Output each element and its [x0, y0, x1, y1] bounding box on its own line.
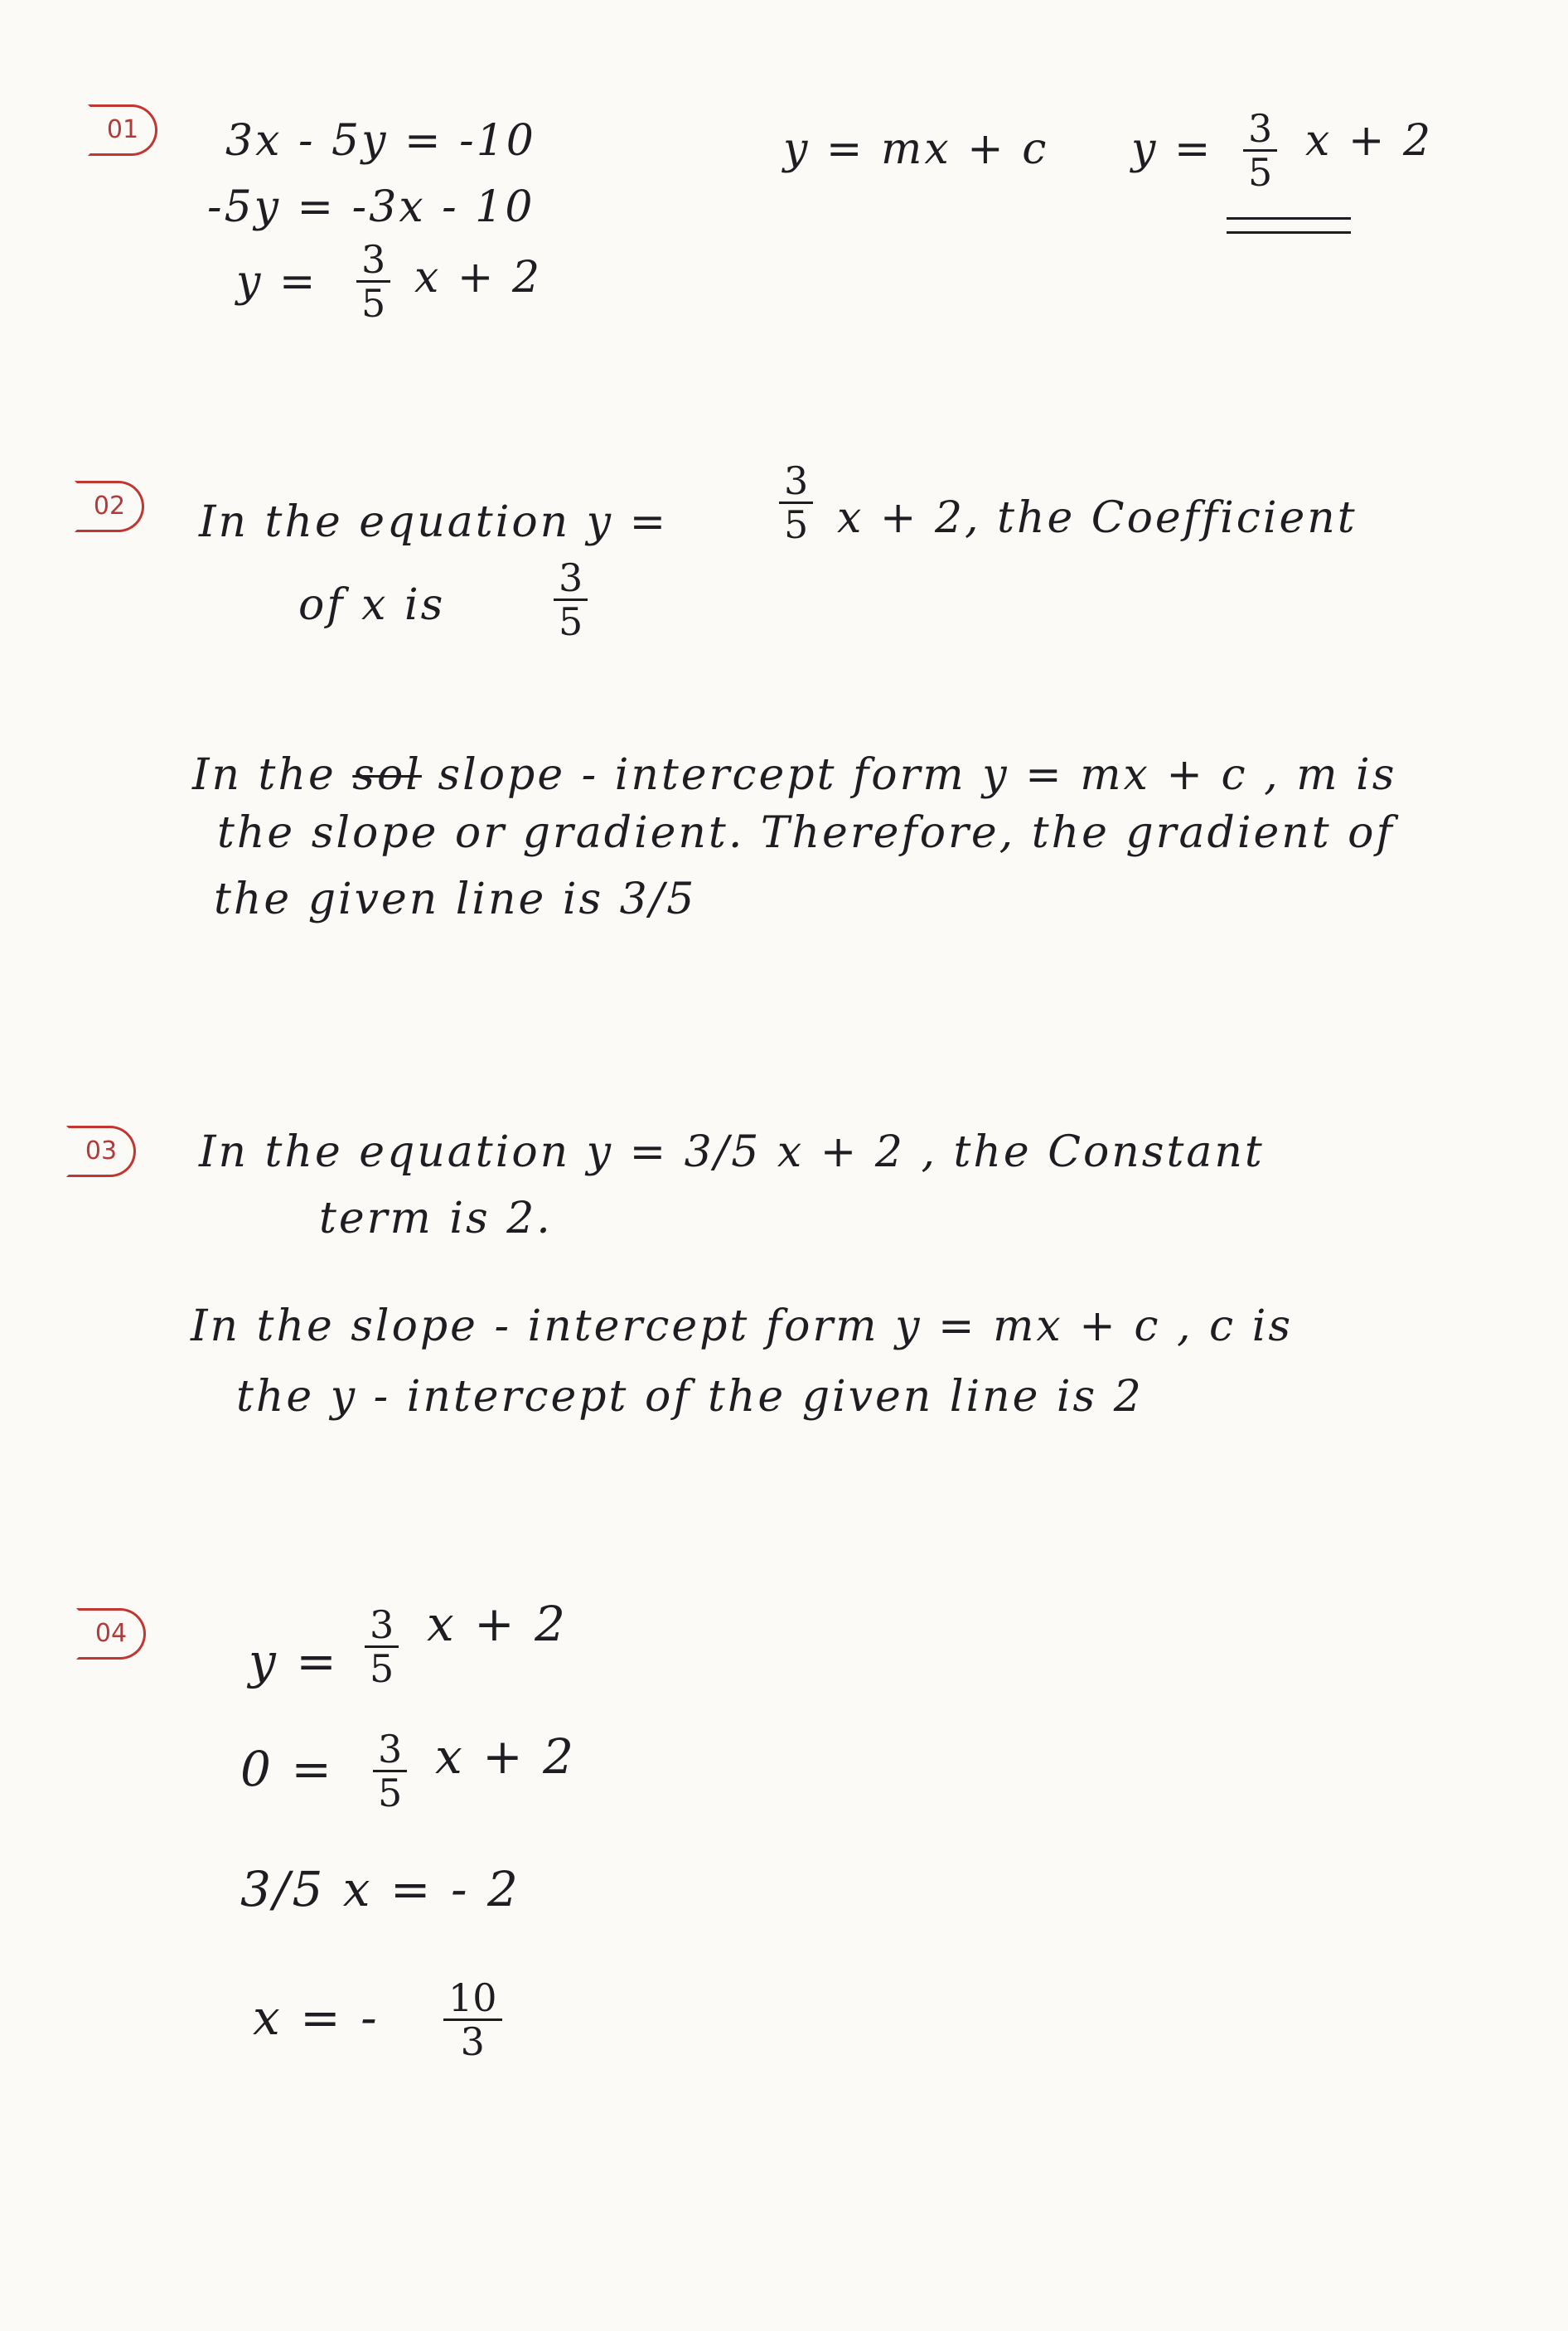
- q2-para-line-1-post: slope - intercept form y = mx + c , m is: [438, 750, 1397, 800]
- q1-answer-double-underline: [1227, 217, 1351, 234]
- q1-line-3-fraction: [356, 239, 390, 324]
- q1-line-3-lhs: y =: [236, 257, 318, 307]
- q1-answer-fraction: [1243, 108, 1277, 193]
- q4-step-4-fraction: [443, 1977, 502, 2062]
- q2-para-line-1-pre: In the: [192, 750, 336, 800]
- q1-frac-denominator: 5: [361, 281, 386, 326]
- q2-frac-numerator: 3: [779, 460, 813, 504]
- q4-step-4-numerator: 10: [443, 1977, 502, 2021]
- q1-frac-numerator: 3: [356, 239, 390, 283]
- q4-step-2-lhs: 0 =: [240, 1741, 334, 1797]
- q4-step-4-denominator: 3: [460, 2019, 485, 2064]
- q2-line-2: of x is: [298, 580, 446, 630]
- q2-para-strike: sol: [352, 750, 422, 800]
- q2-line-1-fraction: [779, 460, 813, 545]
- q4-step-2-numerator: 3: [373, 1728, 407, 1772]
- q2-line-2-fraction: [554, 557, 588, 642]
- q4-step-1-numerator: 3: [365, 1604, 399, 1648]
- q1-answer-lhs: y =: [1131, 124, 1213, 174]
- q1-answer-frac-denominator: 5: [1248, 150, 1273, 195]
- q3-para-line-1: In the slope - intercept form y = mx + c , c is: [191, 1301, 1294, 1351]
- q2-line-2-numerator: 3: [554, 557, 588, 601]
- q2-line-2-denominator: 5: [559, 599, 583, 644]
- q4-step-1-rhs: x + 2: [427, 1596, 569, 1652]
- q2-para-line-1: [192, 750, 1396, 800]
- q1-line-3-rhs: x + 2: [414, 253, 543, 303]
- q4-step-3: 3/5 x = - 2: [240, 1861, 520, 1917]
- q4-step-1-fraction: [365, 1604, 399, 1689]
- q2-para-line-2: the slope or gradient. Therefore, the gradient of: [217, 808, 1395, 858]
- q2-line-1-post: x + 2, the Coefficient: [837, 493, 1357, 543]
- q4-step-4-lhs: x = -: [253, 1989, 380, 2046]
- question-number-1: 01: [88, 104, 157, 156]
- q2-para-line-3: the given line is 3/5: [214, 875, 697, 924]
- q3-para-line-2: the y - intercept of the given line is 2: [236, 1372, 1144, 1422]
- q1-line-2: -5y = -3x - 10: [207, 182, 535, 232]
- q4-step-2-rhs: x + 2: [435, 1728, 577, 1785]
- q1-general-form: y = mx + c: [783, 124, 1049, 174]
- q4-step-1-lhs: y =: [249, 1633, 339, 1689]
- q1-answer-rhs: x + 2: [1305, 116, 1434, 166]
- q4-step-2-fraction: [373, 1728, 407, 1814]
- q1-answer-frac-numerator: 3: [1243, 108, 1277, 152]
- question-number-3: 03: [66, 1126, 136, 1177]
- q2-line-1-pre: In the equation y =: [199, 497, 669, 547]
- q1-line-1: 3x - 5y = -10: [225, 116, 536, 166]
- q4-step-2-denominator: 5: [378, 1771, 403, 1815]
- q4-step-1-denominator: 5: [370, 1646, 394, 1691]
- q3-line-1: In the equation y = 3/5 x + 2 , the Constant: [199, 1127, 1265, 1177]
- q3-line-2: term is 2.: [319, 1194, 553, 1243]
- q2-frac-denominator: 5: [784, 502, 809, 547]
- question-number-4: 04: [76, 1608, 146, 1660]
- question-number-2: 02: [75, 481, 144, 532]
